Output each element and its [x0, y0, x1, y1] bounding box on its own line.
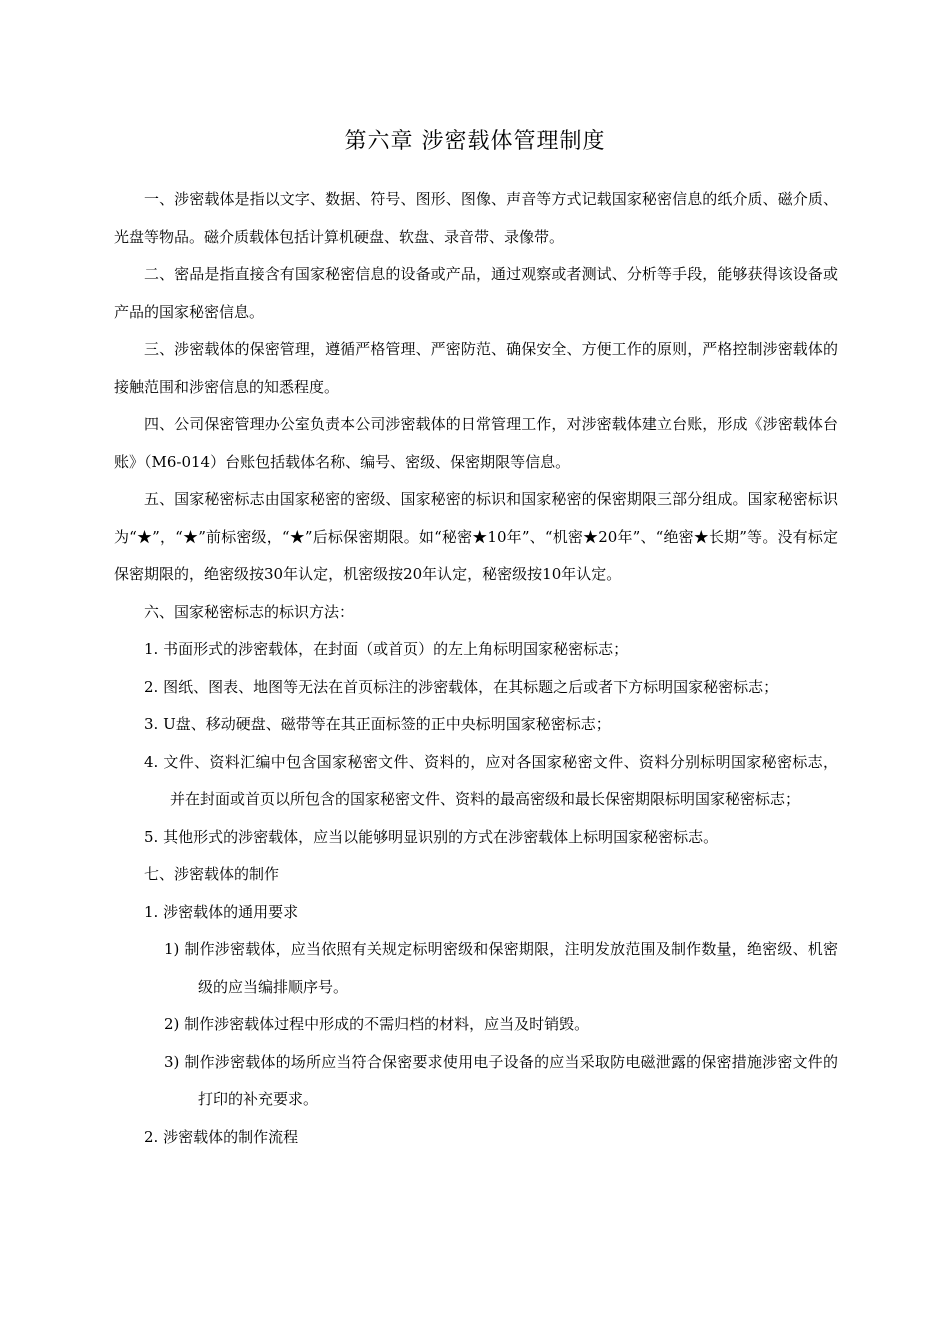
sub-list-item: 1) 制作涉密载体，应当依照有关规定标明密级和保密期限，注明发放范围及制作数量，绝密级、机密级的应当编排顺序号。	[164, 940, 838, 996]
sub-list-item: 3) 制作涉密载体的场所应当符合保密要求使用电子设备的应当采取防电磁泄露的保密措施涉密文件的打印的补充要求。	[164, 1052, 838, 1108]
paragraph-marking-methods-heading: 六、国家秘密标志的标识方法：	[144, 602, 355, 621]
paragraph-carrier-definition: 一、涉密载体是指以文字、数据、符号、图形、图像、声音等方式记载国家秘密信息的纸介质、磁介质、光盘等物品。磁介质载体包括计算机硬盘、软盘、录音带、录像带。	[114, 190, 838, 246]
list-item: 1. 书面形式的涉密载体，在封面（或首页）的左上角标明国家秘密标志；	[144, 640, 629, 658]
paragraph-secret-marking: 五、国家秘密标志由国家秘密的密级、国家秘密的标识和国家秘密的保密期限三部分组成。国家秘密标识为“★”，“★”前标密级，“★”后标保密期限。如“秘密★10年”、“机密★20年”、“绝密★长期”等。没有标定保密期限的，绝密级按30年认定，机密级按20年认定，秘密级按10年认定。	[114, 490, 838, 583]
list-item: 4. 文件、资料汇编中包含国家秘密文件、资料的，应对各国家秘密文件、资料分别标明国家秘密标志，并在封面或首页以所包含的国家秘密文件、资料的最高密级和最长保密期限标明国家秘密标志；	[144, 752, 838, 808]
subsection-heading: 1. 涉密载体的通用要求	[144, 902, 299, 921]
list-item: 2. 图纸、图表、地图等无法在首页标注的涉密载体，在其标题之后或者下方标明国家秘密标志；	[144, 677, 779, 696]
sub-list-item: 2) 制作涉密载体过程中形成的不需归档的材料，应当及时销毁。	[164, 1015, 590, 1033]
paragraph-secret-product-definition: 二、密品是指直接含有国家秘密信息的设备或产品，通过观察或者测试、分析等手段，能够获得该设备或产品的国家秘密信息。	[114, 265, 838, 321]
document-body	[114, 181, 838, 1156]
subsection-heading: 2. 涉密载体的制作流程	[144, 1127, 299, 1146]
chapter-title: 第六章 涉密载体管理制度	[344, 129, 606, 154]
paragraph-management-principles: 三、涉密载体的保密管理，遵循严格管理、严密防范、确保安全、方便工作的原则，严格控制涉密载体的接触范围和涉密信息的知悉程度。	[114, 340, 838, 396]
paragraph-management-office: 四、公司保密管理办公室负责本公司涉密载体的日常管理工作，对涉密载体建立台账，形成《涉密载体台账》（M6-014）台账包括载体名称、编号、密级、保密期限等信息。	[114, 415, 838, 471]
list-item: 5. 其他形式的涉密载体，应当以能够明显识别的方式在涉密载体上标明国家秘密标志。	[144, 827, 719, 846]
section-heading: 七、涉密载体的制作	[144, 865, 280, 883]
list-item: 3. U盘、移动硬盘、磁带等在其正面标签的正中央标明国家秘密标志；	[144, 715, 611, 733]
